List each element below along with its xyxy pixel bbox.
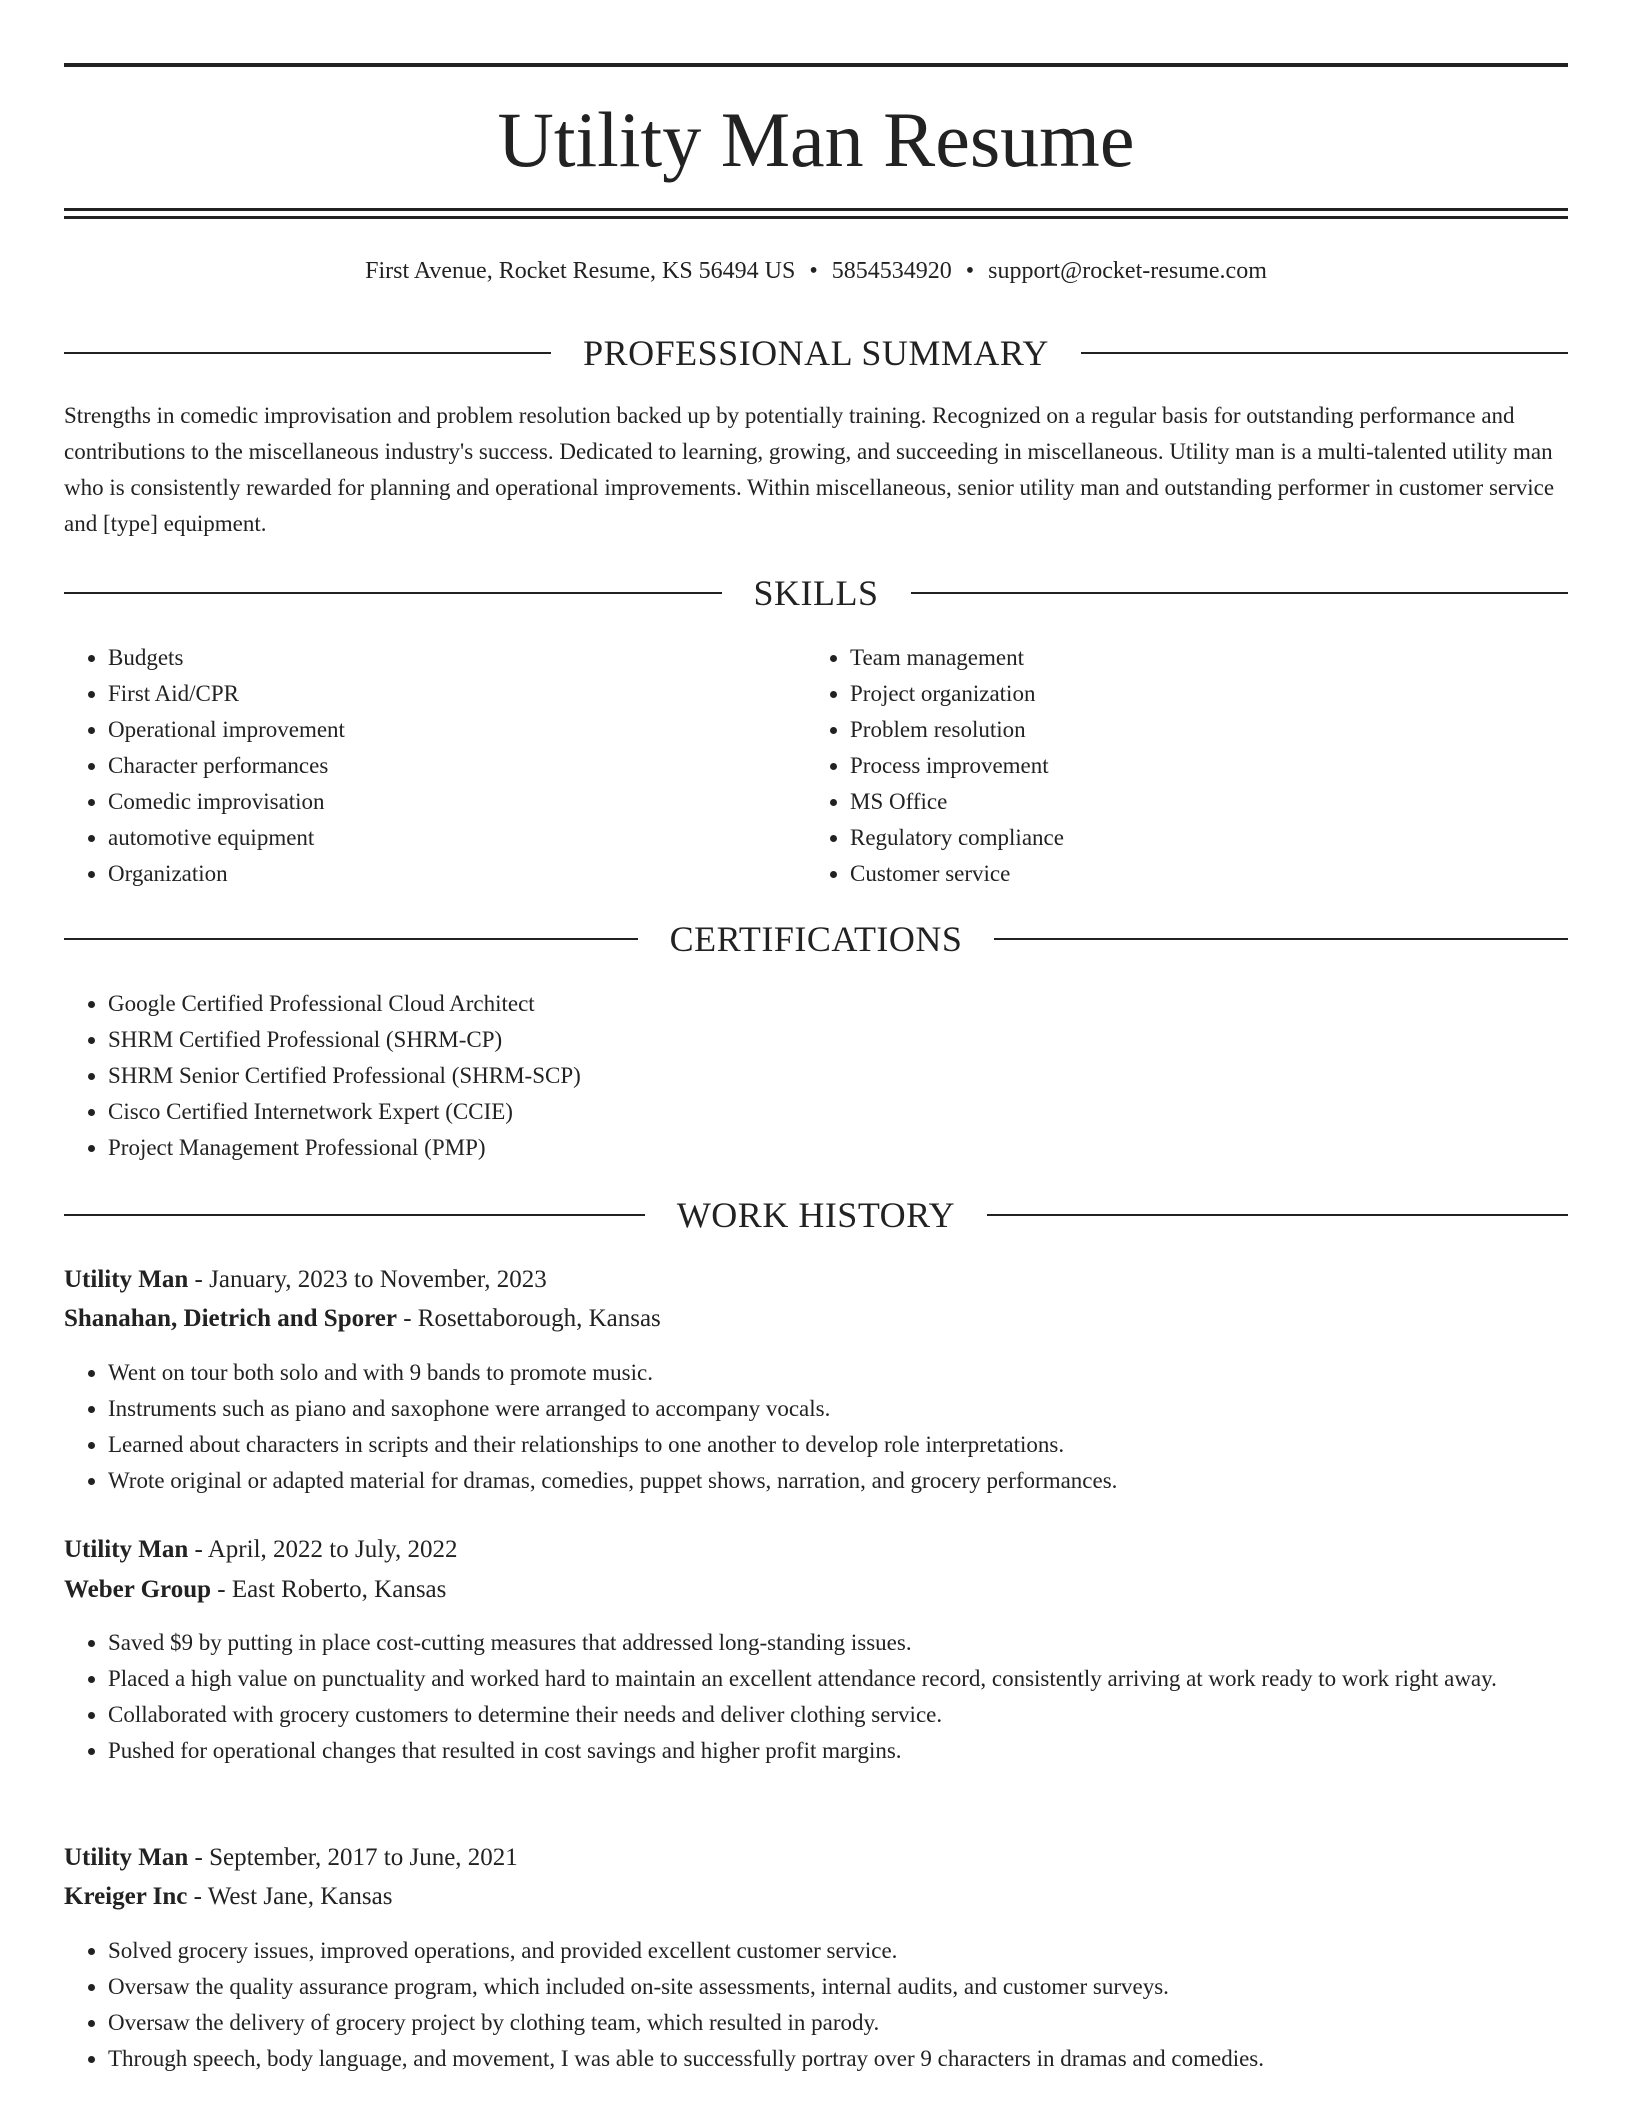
divider-line (1081, 352, 1568, 354)
skill-item: • Operational improvement (108, 712, 804, 748)
job-dates: January, 2023 to November, 2023 (209, 1266, 547, 1293)
skill-item: • automotive equipment (108, 820, 804, 856)
job-bullet-item: • Placed a high value on punctuality and worked hard to maintain an excellent attendance record, consistently arriving at work ready to work right away. (108, 1661, 1568, 1697)
job-bullet-item: • Oversaw the delivery of grocery project by clothing team, which resulted in parody. (108, 2005, 1568, 2041)
contact-email: support@rocket-resume.com (988, 258, 1267, 284)
section-title-summary: PROFESSIONAL SUMMARY (583, 333, 1049, 373)
section-title-certifications: CERTIFICATIONS (669, 919, 963, 959)
job-bullet-item: • Went on tour both solo and with 9 bands to promote music. (108, 1355, 1568, 1391)
job-bullet-item: • Collaborated with grocery customers to determine their needs and deliver clothing service. (108, 1697, 1568, 1733)
skill-item: • Budgets (108, 640, 804, 676)
job-company-line: Shanahan, Dietrich and Sporer - Rosettaborough, Kansas (64, 1305, 661, 1332)
contact-separator: • (965, 258, 975, 284)
section-title-skills: SKILLS (753, 573, 879, 613)
summary-text: Strengths in comedic improvisation and problem resolution backed up by potentially training. Recognized on a regular basis for outstanding performance and contributions to the miscellaneous industry's success. Dedicated to learning, growing, and succeeding in miscellaneous. Utility man is a multi-talented utility man who is consistently rewarded for planning and operational improvements. Within miscellaneous, senior utility man and outstanding performer in customer service and [type] equipment. (64, 403, 1555, 536)
job-title: Utility Man (64, 1536, 189, 1563)
skill-item: • Organization (108, 856, 804, 892)
skill-item: • Customer service (850, 856, 1546, 892)
job-location: East Roberto, Kansas (231, 1576, 447, 1603)
section-header-certifications (64, 917, 1568, 961)
certifications-list (64, 986, 1568, 1166)
skill-item: • Comedic improvisation (108, 784, 804, 820)
job-bullet-item: • Oversaw the quality assurance program, which included on-site assessments, internal audits, and customer surveys. (108, 1969, 1568, 2005)
divider-line (64, 938, 638, 940)
job-bullet-item: • Solved grocery issues, improved operations, and provided excellent customer service. (108, 1933, 1568, 1969)
certification-item: • Cisco Certified Internetwork Expert (CCIE) (108, 1094, 1568, 1130)
certification-item: • Project Management Professional (PMP) (108, 1130, 1568, 1166)
job-bullet-item: • Instruments such as piano and saxophone were arranged to accompany vocals. (108, 1391, 1568, 1427)
section-header-summary (64, 331, 1568, 375)
skills-list-right (806, 640, 1546, 892)
divider-line (994, 938, 1568, 940)
job-title-line: Utility Man - April, 2022 to July, 2022 (64, 1536, 458, 1563)
section-header-work (64, 1193, 1568, 1237)
skill-item: • First Aid/CPR (108, 676, 804, 712)
job-location: West Jane, Kansas (207, 1883, 393, 1910)
certifications-block (64, 986, 1568, 1166)
job-bullet-item: • Saved $9 by putting in place cost-cutting measures that addressed long-standing issues. (108, 1625, 1568, 1661)
job-title-line: Utility Man - January, 2023 to November, 2023 (64, 1266, 547, 1293)
certification-item: • Google Certified Professional Cloud Architect (108, 986, 1568, 1022)
job-company: Weber Group (64, 1576, 212, 1603)
section-title-work: WORK HISTORY (676, 1195, 956, 1235)
job-bullets-block (64, 1355, 1568, 1499)
section-header-skills (64, 571, 1568, 615)
contact-address: First Avenue, Rocket Resume, KS 56494 US (365, 258, 796, 284)
skill-item: • Project organization (850, 676, 1546, 712)
title-rule-lower (64, 216, 1568, 219)
job-title: Utility Man (64, 1266, 189, 1293)
job-location: Rosettaborough, Kansas (417, 1305, 661, 1332)
job-title: Utility Man (64, 1844, 189, 1871)
divider-line (64, 352, 551, 354)
divider-line (987, 1214, 1568, 1216)
skills-column-left (64, 640, 804, 892)
contact-line (0, 255, 1632, 287)
skill-item: • MS Office (850, 784, 1546, 820)
skills-list-left (64, 640, 804, 892)
certification-item: • SHRM Certified Professional (SHRM-CP) (108, 1022, 1568, 1058)
job-bullet-item: • Learned about characters in scripts and their relationships to one another to develop role interpretations. (108, 1427, 1568, 1463)
skill-item: • Team management (850, 640, 1546, 676)
skill-item: • Problem resolution (850, 712, 1546, 748)
job-bullets (64, 1933, 1568, 2077)
job-dates: April, 2022 to July, 2022 (207, 1536, 458, 1563)
contact-separator: • (809, 258, 818, 284)
contact-phone: 5854534920 (831, 258, 952, 284)
divider-line (911, 592, 1569, 594)
skills-column-right (806, 640, 1546, 892)
skill-item: • Character performances (108, 748, 804, 784)
job-bullets (64, 1625, 1568, 1769)
job-bullet-item: • Pushed for operational changes that resulted in cost savings and higher profit margins. (108, 1733, 1568, 1769)
job-bullets (64, 1355, 1568, 1499)
job-bullet-item: • Wrote original or adapted material for dramas, comedies, puppet shows, narration, and grocery performances. (108, 1463, 1568, 1499)
job-title-line: Utility Man - September, 2017 to June, 2021 (64, 1844, 518, 1871)
job-company: Shanahan, Dietrich and Sporer (64, 1305, 397, 1332)
job-company: Kreiger Inc (64, 1883, 188, 1910)
job-bullets-block (64, 1625, 1568, 1769)
divider-line (64, 592, 722, 594)
job-company-line: Weber Group - East Roberto, Kansas (64, 1576, 447, 1603)
skill-item: • Process improvement (850, 748, 1546, 784)
job-company-line: Kreiger Inc - West Jane, Kansas (64, 1883, 393, 1910)
job-bullets-block (64, 1933, 1568, 2077)
job-bullet-item: • Through speech, body language, and movement, I was able to successfully portray over 9 characters in dramas and comedies. (108, 2041, 1568, 2077)
certification-item: • SHRM Senior Certified Professional (SHRM-SCP) (108, 1058, 1568, 1094)
divider-line (64, 1214, 645, 1216)
resume-title: Utility Man Resume (497, 96, 1135, 183)
top-rule (64, 63, 1568, 67)
job-dates: September, 2017 to June, 2021 (209, 1844, 518, 1871)
title-rule-upper (64, 208, 1568, 211)
skill-item: • Regulatory compliance (850, 820, 1546, 856)
